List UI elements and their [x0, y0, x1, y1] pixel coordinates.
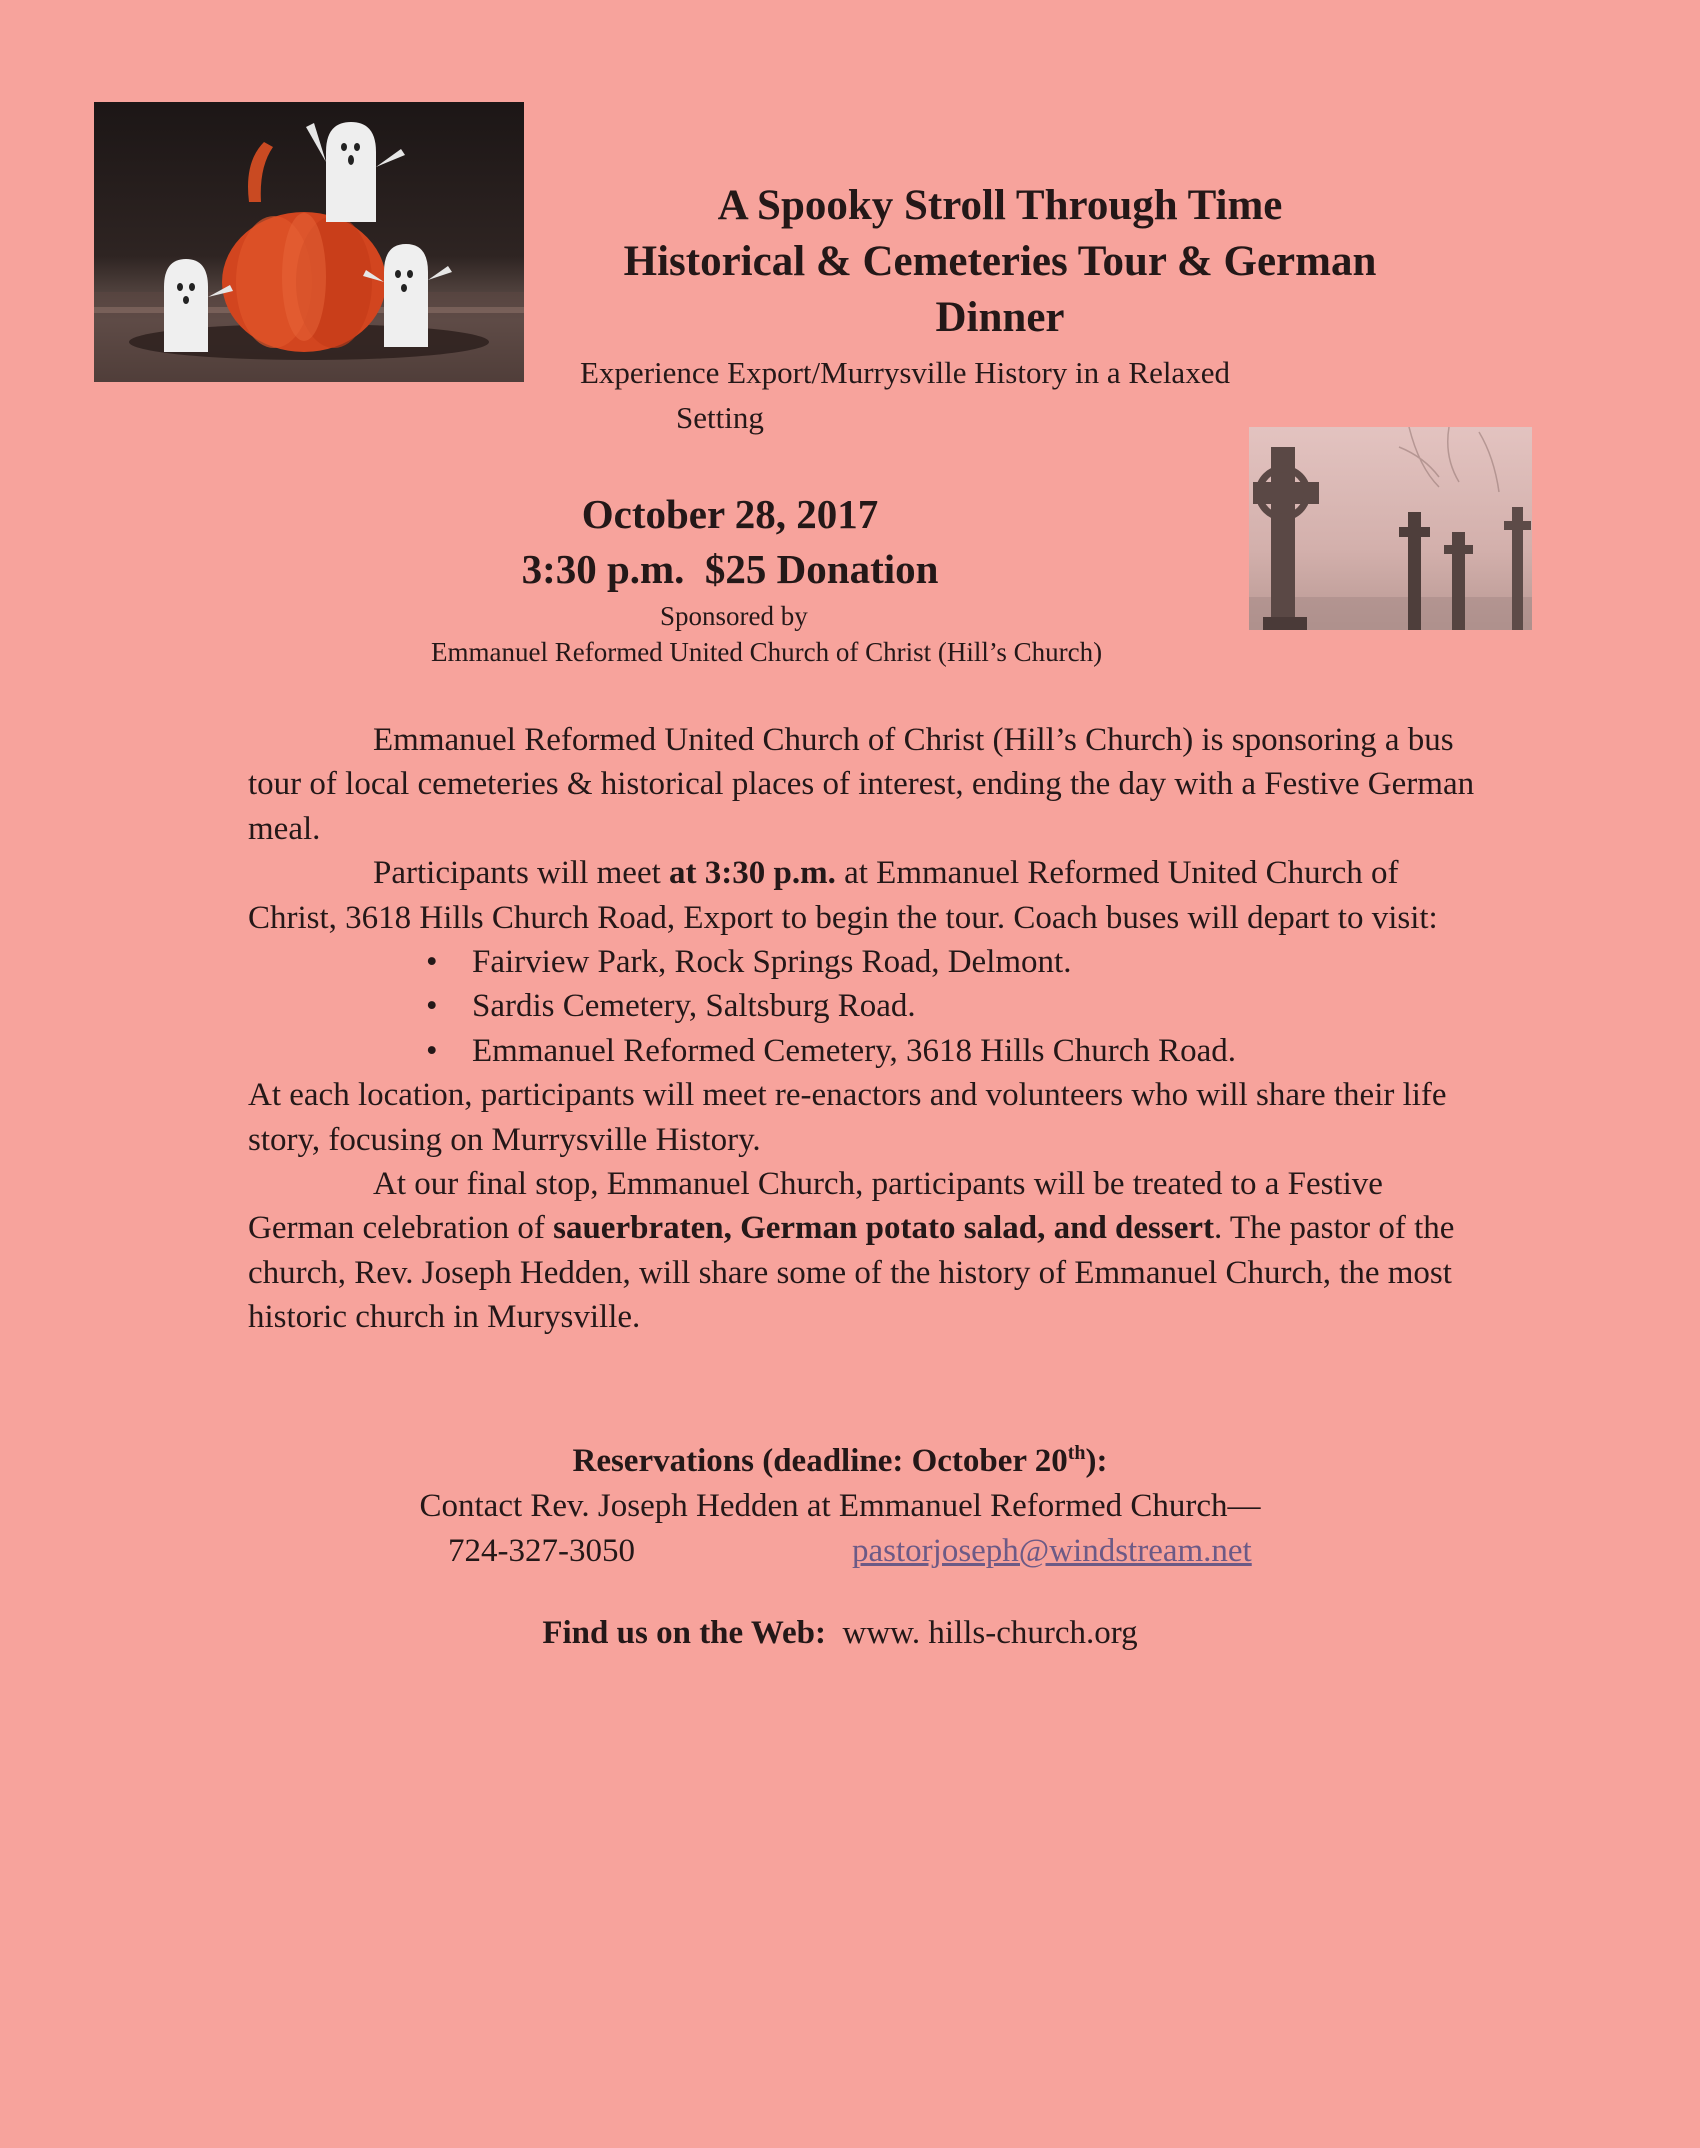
title-line-2: Historical & Cemeteries Tour & German: [623, 238, 1377, 285]
event-date: October 28, 2017: [581, 491, 879, 537]
website-url[interactable]: www. hills-church.org: [842, 1615, 1138, 1651]
reservations-contact: Contact Rev. Joseph Hedden at Emmanuel Reformed Church—: [419, 1488, 1261, 1524]
contact-phone: 724-327-3050: [448, 1533, 635, 1569]
ghosts-pumpkin-illustration: [94, 102, 524, 382]
website-label: Find us on the Web:: [542, 1615, 827, 1651]
contact-details: [280, 1529, 1400, 1574]
event-title: [500, 178, 1500, 346]
dinner-text-b: . The pastor of the church, Rev. Joseph Hedden, will share some of the history of Emmanuel Church, the most historic church in Murysville.: [248, 1210, 1455, 1336]
paragraph-reenactors: At each location, participants will meet re-enactors and volunteers who will share their life story, focusing on Murrysville History.: [248, 1077, 1447, 1158]
sponsored-by-label: Sponsored by: [660, 601, 808, 631]
title-line-3: Dinner: [935, 294, 1065, 341]
event-time-price: 3:30 p.m. $25 Donation: [521, 546, 939, 592]
title-line-1: A Spooky Stroll Through Time: [717, 182, 1283, 229]
bullet-icon: •: [426, 988, 438, 1025]
contact-email-link[interactable]: pastorjoseph@windstream.net: [852, 1533, 1252, 1569]
paragraph-intro: Emmanuel Reformed United Church of Christ (Hill’s Church) is sponsoring a bus tour of local cemeteries & historical places of interest, ending the day with a Festive German meal.: [248, 722, 1475, 847]
sponsor-block: [380, 598, 1380, 670]
list-item: [248, 940, 1488, 984]
reservations-heading-end: ):: [1085, 1443, 1108, 1479]
tour-stops-list: [248, 940, 1488, 1073]
bullet-icon: •: [426, 1032, 438, 1069]
reservations-block: [280, 1431, 1400, 1574]
event-date-block: [380, 487, 1080, 597]
subtitle-line-1: Experience Export/Murrysville History in a Relaxed: [580, 355, 1230, 390]
reservations-heading-sup: th: [1067, 1442, 1086, 1464]
dinner-menu: sauerbraten, German potato salad, and dessert: [553, 1210, 1215, 1247]
website-block: [280, 1611, 1400, 1656]
meeting-time: at 3:30 p.m.: [669, 855, 836, 892]
list-item: [248, 1029, 1488, 1073]
dinner-text-a: At our final stop, Emmanuel Church, participants will be treated to a Festive German celebration of: [248, 1166, 1383, 1247]
meeting-text-b: at Emmanuel Reformed United Church of Christ, 3618 Hills Church Road, Export to begin the tour. Coach buses will depart to visit:: [248, 855, 1438, 936]
tour-stop-label: Emmanuel Reformed Cemetery, 3618 Hills Church Road.: [472, 1032, 1237, 1069]
paragraph-meeting: [248, 851, 1488, 940]
event-subtitle: [580, 350, 1420, 440]
list-item: [248, 984, 1488, 1028]
ghosts-pumpkin-photo: [94, 102, 524, 382]
reservations-heading-text: Reservations (deadline: October 20: [572, 1443, 1068, 1479]
event-description: [248, 718, 1488, 1340]
reservations-heading: [280, 1431, 1400, 1484]
bullet-icon: •: [426, 944, 438, 981]
meeting-text-a: Participants will meet: [373, 855, 670, 892]
sponsor-name: Emmanuel Reformed United Church of Christ (Hill’s Church): [431, 637, 1103, 667]
paragraph-dinner: [248, 1162, 1488, 1340]
tour-stop-label: Fairview Park, Rock Springs Road, Delmont.: [472, 944, 1072, 981]
subtitle-line-2: Setting: [676, 400, 764, 435]
tour-stop-label: Sardis Cemetery, Saltsburg Road.: [472, 988, 916, 1025]
